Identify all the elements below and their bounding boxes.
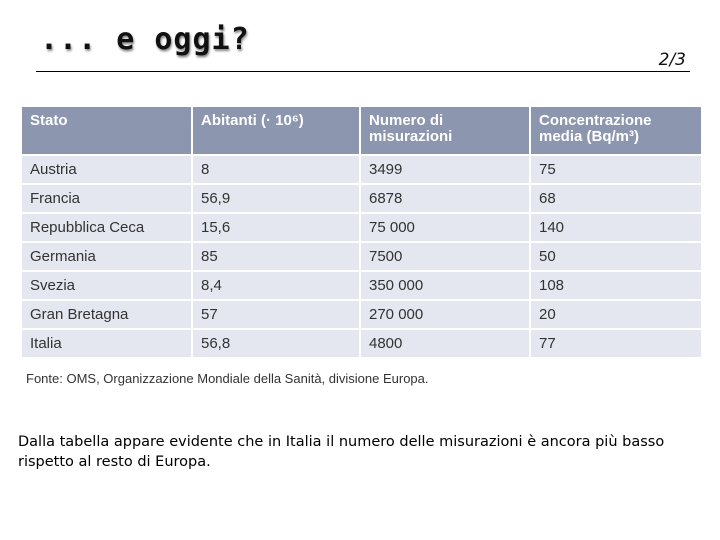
cell-misurazioni: 350 000 [360,271,530,300]
cell-abitanti: 85 [192,242,360,271]
cell-abitanti: 56,9 [192,184,360,213]
header-stato: Stato [22,107,192,155]
body-text: Dalla tabella appare evidente che in Italia il numero delle misurazioni è ancora più basso rispetto al resto di Europa. [18,434,665,470]
table-row [22,300,701,329]
cell-misurazioni: 4800 [360,329,530,357]
header-concentrazione-media: Concentrazione media (Bq/m³) [530,107,701,155]
header-abitanti: Abitanti (· 10⁶) [192,107,360,155]
radon-data-table [22,107,701,357]
cell-concentrazione: 68 [530,184,701,213]
slide-title: ... e oggi? [40,22,250,57]
table-row [22,155,701,184]
title-divider [36,71,690,72]
cell-abitanti: 8 [192,155,360,184]
table-row [22,271,701,300]
cell-concentrazione: 108 [530,271,701,300]
header-numero-misurazioni: Numero di misurazioni [360,107,530,155]
table-row [22,184,701,213]
cell-concentrazione: 140 [530,213,701,242]
cell-stato: Italia [22,329,192,357]
cell-abitanti: 56,8 [192,329,360,357]
cell-misurazioni: 3499 [360,155,530,184]
cell-misurazioni: 270 000 [360,300,530,329]
cell-concentrazione: 50 [530,242,701,271]
cell-misurazioni: 6878 [360,184,530,213]
cell-abitanti: 8,4 [192,271,360,300]
cell-stato: Austria [22,155,192,184]
table-row [22,213,701,242]
cell-stato: Francia [22,184,192,213]
table-row [22,329,701,357]
table-body [22,155,701,357]
cell-concentrazione: 77 [530,329,701,357]
table-header-row [22,107,701,155]
table-row [22,242,701,271]
cell-concentrazione: 20 [530,300,701,329]
cell-abitanti: 15,6 [192,213,360,242]
source-note: Fonte: OMS, Organizzazione Mondiale della Sanità, divisione Europa. [26,371,429,386]
cell-misurazioni: 75 000 [360,213,530,242]
cell-misurazioni: 7500 [360,242,530,271]
cell-stato: Germania [22,242,192,271]
cell-stato: Gran Bretagna [22,300,192,329]
page-number: 2/3 [658,50,686,70]
cell-concentrazione: 75 [530,155,701,184]
cell-stato: Repubblica Ceca [22,213,192,242]
cell-abitanti: 57 [192,300,360,329]
cell-stato: Svezia [22,271,192,300]
